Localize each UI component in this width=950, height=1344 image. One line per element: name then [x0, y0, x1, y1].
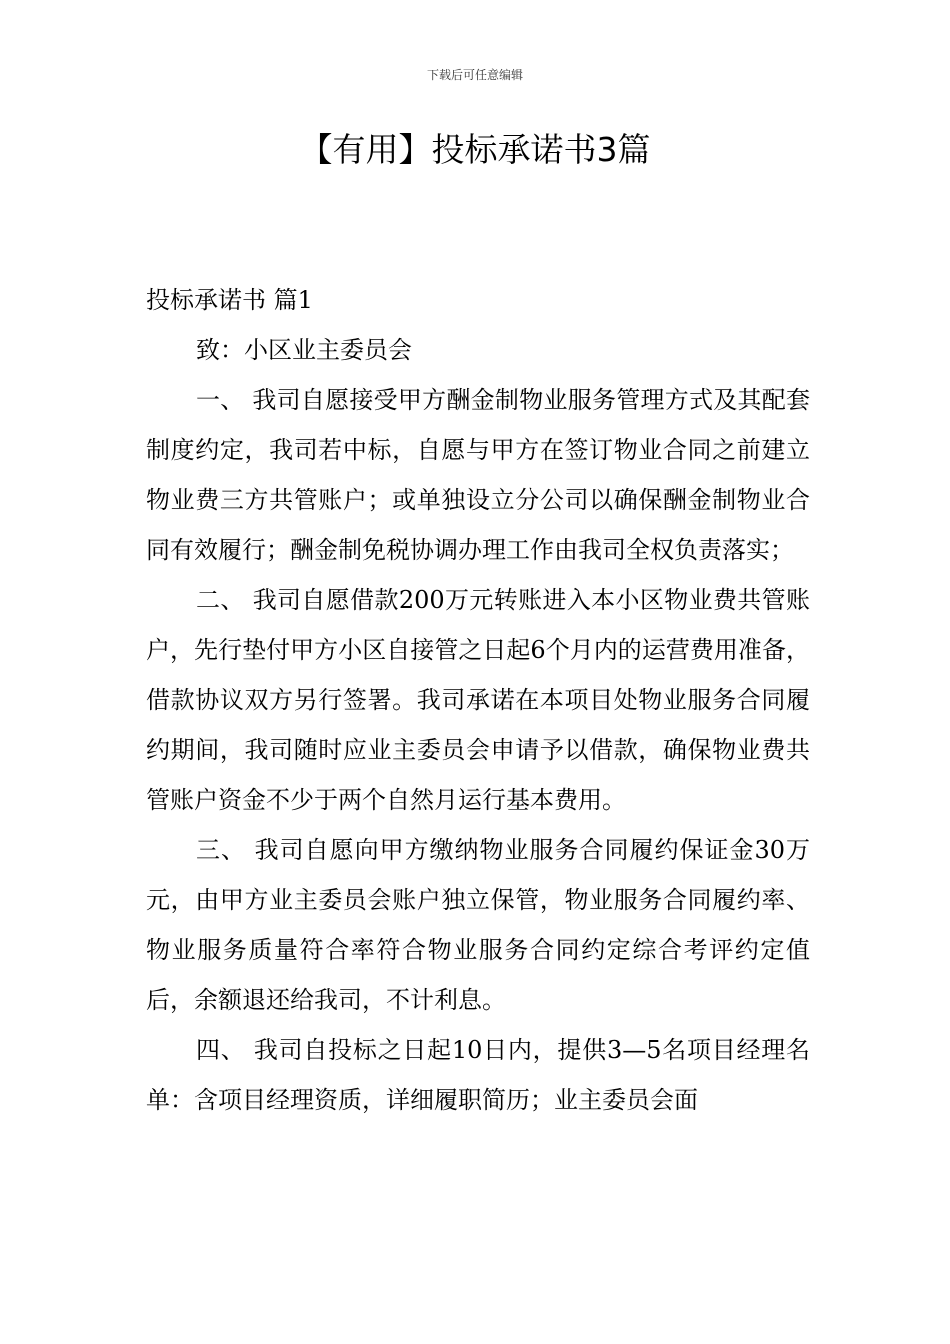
addressee-line: 致：小区业主委员会 — [196, 336, 412, 364]
paragraph-2: 二、 我司自愿借款200万元转账进入本小区物业费共管账户，先行垫付甲方小区自接管之日起6个月内的运营费用准备，借款协议双方另行签署。我司承诺在本项目处物业服务合同履约期间，我司随时应业主委员会申请予以借款，确保物业费共管账户资金不少于两个自然月运行基本费用。 — [146, 586, 810, 814]
header-note: 下载后可任意编辑 — [426, 68, 523, 82]
paragraph-1: 一、 我司自愿接受甲方酬金制物业服务管理方式及其配套制度约定，我司若中标，自愿与甲方在签订物业合同之前建立物业费三方共管账户；或单独设立分公司以确保酬金制物业合同有效履行；酬金制免税协调办理工作由我司全权负责落实； — [146, 386, 810, 564]
document-title: 【有用】投标承诺书3篇 — [299, 130, 651, 169]
document-body — [146, 275, 810, 1125]
section-heading: 投标承诺书 篇1 — [146, 286, 313, 314]
paragraph-4: 四、 我司自投标之日起10日内，提供3—5名项目经理名单：含项目经理资质，详细履职简历；业主委员会面 — [146, 1036, 810, 1114]
paragraph-3: 三、 我司自愿向甲方缴纳物业服务合同履约保证金30万元，由甲方业主委员会账户独立保管，物业服务合同履约率、物业服务质量符合率符合物业服务合同约定综合考评约定值后，余额退还给我司，不计利息。 — [146, 836, 810, 1014]
